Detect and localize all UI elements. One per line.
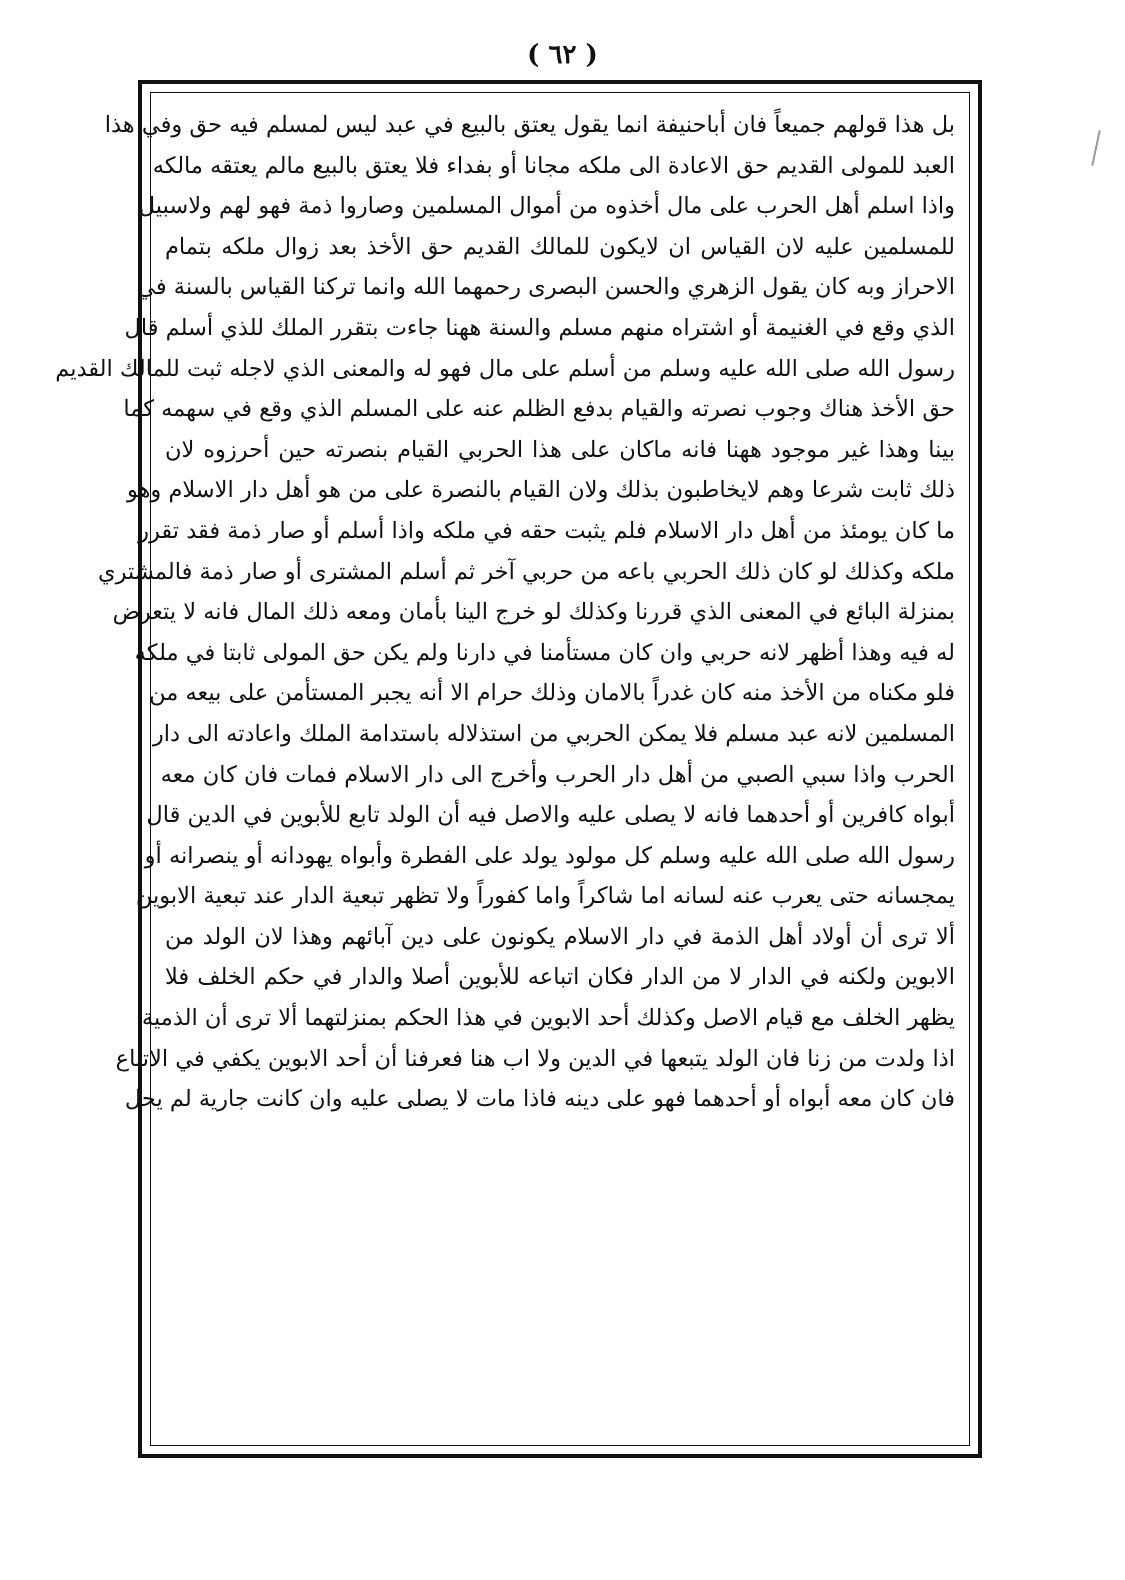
text-line: له فيه وهذا أظهر لانه حربي وان كان مستأمنا في دارنا ولم يكن حق المولى ثابتا في ملكه bbox=[134, 639, 955, 666]
page-frame bbox=[55, 80, 982, 1458]
text-line: بمنزلة البائع في المعنى الذي قررنا وكذلك لو خرج الينا بأمان ومعه ذلك المال فانه لا يتعرض bbox=[112, 599, 955, 626]
text-line: أبواه كافرين أو أحدهما فانه لا يصلى عليه والاصل فيه أن الولد تابع للأبوين في الدين قال bbox=[146, 802, 955, 829]
text-line: المسلمين لانه عبد مسلم فلا يمكن الحربي من استذلاله باستدامة الملك واعادته الى دار bbox=[152, 720, 955, 747]
text-line: يمجسانه حتى يعرب عنه لسانه اما شاكراً واما كفوراً ولا تظهر تبعية الدار عند تبعية الابوين bbox=[135, 883, 955, 910]
text-line: الذي وقع في الغنيمة أو اشتراه منهم مسلم والسنة ههنا جاءت بتقرر الملك للذي أسلم قال bbox=[124, 314, 955, 341]
text-line: ألا ترى أن أولاد أهل الذمة في دار الاسلام يكونون على دين آبائهم وهذا لان الولد من bbox=[165, 923, 955, 950]
text-line: للمسلمين عليه لان القياس ان لايكون للمالك القديم حق الأخذ بعد زوال ملكه بتمام bbox=[165, 233, 955, 260]
text-line: فان كان معه أبواه أو أحدهما فهو على دينه فاذا مات لا يصلى عليه وان كانت جارية لم يحل bbox=[124, 1086, 955, 1113]
text-line: الابوين ولكنه في الدار لا من الدار فكان اتباعه للأبوين أصلا والدار في حكم الخلف فلا bbox=[165, 964, 955, 991]
text-line: يظهر الخلف مع قيام الاصل وكذلك أحد الابوين في هذا الحكم بمنزلتهما ألا ترى أن الذمية bbox=[141, 1005, 955, 1032]
text-line: حق الأخذ هناك وجوب نصرته والقيام بدفع الظلم عنه على المسلم الذي وقع في سهمه كما bbox=[123, 396, 955, 423]
body-text bbox=[55, 105, 955, 1120]
text-line: العبد للمولى القديم حق الاعادة الى ملكه مجانا أو بفداء فلا يعتق بالبيع مالم يعتقه مالكه bbox=[152, 152, 955, 179]
text-line: واذا اسلم أهل الحرب على مال أخذوه من أموال المسلمين وصاروا ذمة فهو لهم ولاسبيل bbox=[138, 193, 955, 220]
text-line: ما كان يومئذ من أهل دار الاسلام فلم يثبت حقه في ملكه واذا أسلم أو صار ذمة فقد تقرر bbox=[138, 517, 955, 544]
page-frame-inner bbox=[55, 92, 970, 1446]
text-line: رسول الله صلى الله عليه وسلم كل مولود يولد على الفطرة وأبواه يهودانه أو ينصرانه أو bbox=[144, 842, 955, 869]
text-line: فلو مكناه من الأخذ منه كان غدراً بالامان وذلك حرام الا أنه يجبر المستأمن على بيعه من bbox=[149, 680, 955, 707]
text-line: بل هذا قولهم جميعاً فان أباحنيفة انما يقول يعتق بالبيع في عبد ليس لمسلم فيه حق وفي هذا bbox=[104, 112, 955, 138]
text-line: الاحراز وبه كان يقول الزهري والحسن البصرى رحمهما الله وانما تركنا القياس بالسنة في bbox=[137, 274, 955, 301]
margin-mark bbox=[1091, 130, 1100, 166]
text-line: بينا وهذا غير موجود ههنا فانه ماكان على هذا الحربي القيام بنصرته حين أحرزوه لان bbox=[165, 436, 955, 463]
page-number: ( ٦٢ ) bbox=[527, 40, 598, 70]
text-line: اذا ولدت من زنا فان الولد يتبعها في الدين ولا اب هنا فعرفنا أن أحد الابوين يكفي في الاتباع bbox=[115, 1045, 955, 1072]
text-line: ذلك ثابت شرعا وهم لايخاطبون بذلك ولان القيام بالنصرة على من هو أهل دار الاسلام وهو bbox=[126, 477, 955, 504]
text-line: الحرب واذا سبي الصبي من أهل دار الحرب وأخرج الى دار الاسلام فمات فان كان معه bbox=[160, 761, 955, 788]
text-line: رسول الله صلى الله عليه وسلم من أسلم على مال فهو له والمعنى الذي لاجله ثبت للمالك القديم bbox=[55, 355, 955, 382]
text-line: ملكه وكذلك لو كان ذلك الحربي باعه من حربي آخر ثم أسلم المشترى أو صار ذمة فالمشتري bbox=[98, 558, 955, 585]
